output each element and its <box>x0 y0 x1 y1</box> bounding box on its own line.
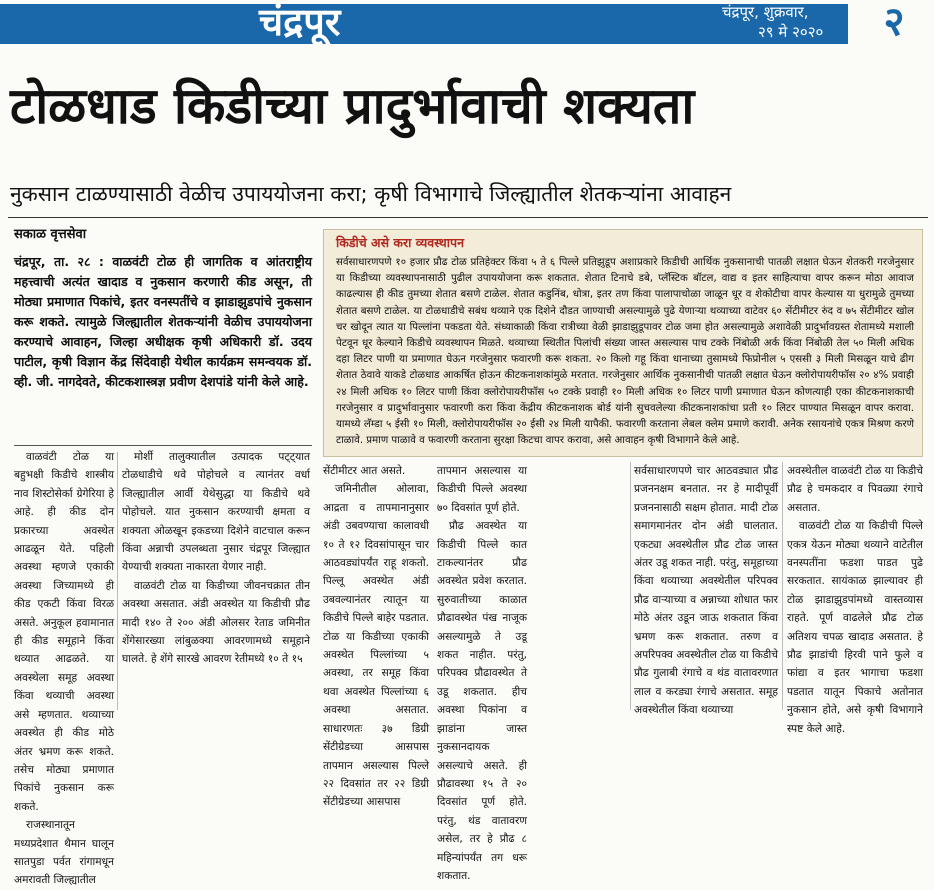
divider <box>14 445 312 446</box>
article-column-1 <box>14 448 114 887</box>
article-column-6 <box>634 462 779 717</box>
page-number: २ <box>883 0 905 45</box>
section-title: चंद्रपूर <box>259 0 341 44</box>
paragraph: मोर्शी तालुक्यातील उत्पादक पट्ट्यात टोळधाडीचे थवे पोहोचले व त्यानंतर वर्धा जिल्ह्यातील आर्वी येथेसुद्धा या किडीचे थवे पोहोचले. यात नुकसान करण्याची क्षमता व शक्यता ओळखून इकडच्या दिशेने वाटचाल करून किंवा अन्नाची उपलब्धता नुसार चंद्रपूर जिल्ह्यात येण्याची शक्यता नाकारता येणार नाही. <box>122 451 310 574</box>
article-column-4 <box>437 462 527 882</box>
paragraph: प्रौढ अवस्थेत या किडीची पिल्ले कात टाकल्यानंतर प्रौढ अवस्थेत प्रवेश करतात. सुरुवातीच्या काळात प्रौढावस्थेत पंख नाजूक असल्यामुळे ते उडू शकत नाहीत. परंतु, परिपक्व प्रौढावस्थेत ते उडू शकतात. हीच अवस्था पिकांना व झाडांना जास्त नुकसानदायक असल्याचे असते. ही प्रौढावस्था १५ ते २० दिवसांत पूर्ण होते. परंतु, थंड वातावरण असेल, तर हे प्रौढ ८ महिन्यांपर्यंत तग धरू शकतात. <box>437 520 527 882</box>
divider <box>8 217 928 218</box>
article-column-3 <box>323 462 429 809</box>
article-column-5 <box>534 462 629 712</box>
paragraph: सर्वसाधारणपणे चार आठवड्यात प्रौढ प्रजननक्षम बनतात. नर हे मादीपूर्वी प्रजननासाठी सक्षम होतात. मादी टोळ समागमानंतर दोन अंडी घालतात. एकट्या अवस्थेतील प्रौढ टोळ जास्त अंतर उडू शकत नाही. परंतु, समूहाच्या किंवा थव्याच्या अवस्थेतील परिपक्व प्रौढ वाऱ्याच्या व अन्नाच्या शोधात फार मोठे अंतर उडून जाऊ शकतात किंवा भ्रमण करू शकतात. तरुण व अपरिपक्व अवस्थेतील टोळ या किडीचे प्रौढ गुलाबी रंगाचे व थंड वातावरणात लाल व करड्या रंगाचे असतात. समूह अवस्थेतील किंवा थव्याच्या <box>634 465 779 717</box>
paragraph: राजस्थानातून मध्यप्रदेशात थैमान घालून सातपुडा पर्वत रांगामधून अमरावती जिल्ह्यातील <box>14 819 114 887</box>
paragraph: तापमान असल्यास या किडीची पिल्ले अवस्था ७० दिवसांत पूर्ण होते. <box>437 465 527 514</box>
city-day: चंद्रपूर, शुक्रवार, <box>722 3 809 21</box>
paragraph: सेंटीमीटर आत असते. <box>323 465 406 477</box>
article-column-2 <box>122 448 310 712</box>
byline: सकाळ वृत्तसेवा <box>14 227 87 242</box>
column-rule <box>630 462 631 710</box>
paragraph: वाळवंटी टोळ या किडीची पिल्ले एकत्र येऊन मोठ्या थव्याने वाटेतील वनस्पतींना फडशा पाडत पुढे सरकतात. सायंकाळ झाल्यावर ही टोळ झाडाझुडपांमध्ये वास्तव्यास राहते. पूर्ण वाढलेले प्रौढ टोळ अतिशय चपळ खादाड असतात. हे प्रौढ झाडांची हिरवी पाने फुले व फांद्या व इतर भागाचा फडशा पडतात यातून पिकाचे अतोनात नुकसान होते, असे कृषी विभागाने स्पष्ट केले आहे. <box>787 520 923 735</box>
paragraph: अवस्थेतील वाळवंटी टोळ या किडीचे प्रौढ हे चमकदार व पिवळ्या रंगाचे असतात. <box>787 465 923 514</box>
subheadline: नुकसान टाळण्यासाठी वेळीच उपाययोजना करा; कृषी विभागाचे जिल्ह्यातील शेतकऱ्यांना आवाहन <box>10 182 732 206</box>
headline: टोळधाड किडीच्या प्रादुर्भावाची शक्यता <box>10 77 695 135</box>
masthead <box>0 0 934 57</box>
paragraph: वाळवंटी टोळ या बहुभक्षी किडीचे शास्त्रीय नाव शिस्टोसेर्का ग्रेगेरिया हे आहे. ही कीड दोन प्रकारच्या अवस्थेत आढळून येते. पहिली अवस्था म्हणजे एकाकी अवस्था जिच्यामध्ये ही कीड एकटी किंवा विरळ असते. अनुकूल हवामानात ही कीड समूहाने किंवा थव्यात आढळते. या अवस्थेला समूह अवस्था किंवा थव्याची अवस्था असे म्हणतात. थव्याच्या अवस्थेत ही कीड मोठे अंतर भ्रमण करू शकते. तसेच मोठ्या प्रमाणात पिकांचे नुकसान करू शकते. <box>14 451 114 813</box>
paragraph: जमिनीतील ओलावा, आद्रता व तापमानानुसार अंडी उबवण्याचा कालावधी १० ते १२ दिवसांपासून चार आठवड्यांपर्यंत राहू शकतो. पिल्लू अवस्थेत अंडी उबवल्यानंतर त्यातून या किडीचे पिल्ले बाहेर पडतात. टोळ या किडीच्या एकाकी अवस्थेत पिल्लांच्या ५ अवस्था, तर समूह किंवा थवा अवस्थेत पिल्लांच्या ६ अवस्था असतात. साधारणतः ३७ डिग्री सेंटीग्रेडच्या आसपास तापमान असल्यास पिल्ले २२ दिवसांत तर २२ डिग्री सेंटीग्रेडच्या आसपास <box>323 483 429 809</box>
column-rule <box>117 452 118 710</box>
issue-date: २९ मे २०२० <box>758 23 824 41</box>
article-column-7 <box>787 462 923 735</box>
masthead-bar <box>0 4 848 44</box>
box-text: सर्वसाधारणपणे १० हजार प्रौढ टोळ प्रतिहेक्टर किंवा ५ ते ६ पिल्ले प्रतिझुडूप अशाप्रकारे किडीची आर्थिक नुकसानाची पातळी लक्षात घेऊन शेतकरी गरजेनुसार या किडीच्या व्यवस्थापनासाठी पुढील उपाययोजना करू शकतात. शेतात टिनाचे डबे, प्लॅस्टिक बॉटल, वाद्य व इतर साहित्याचा वापर करून मोठा आवाज काढल्यास ही कीड तुमच्या शेतात बसणे टाळेल. शेतात कडुनिंब, धोत्रा, इतर तण किंवा पालापाचोळा जाळून धूर व शेकोटीचा वापर केल्यास या धुरामुळे तुमच्या शेतात बसणे टाळेल. या टोळधाडीचे सबंध थव्याने एक दिशेने दौडत जाण्याची असल्यामुळे पुढे येणाऱ्या थव्याच्या वाटेवर ६० सेंटीमीटर रुंद व ७५ सेंटीमीटर खोल चर खोदून त्यात या पिल्लांना पकडता येते. संध्याकाळी किंवा रात्रीच्या वेळी झाडाझुडूपावर टोळ जमा होत असल्यामुळे अशावेळी प्रादुर्भावग्रस्त शेतामध्ये मशाली पेटवून धूर केल्याने किडीचे व्यवस्थापन मिळते. थव्याच्या स्थितीत पिलांची संख्या जास्त असल्यास पाच टक्के निंबोळी अर्क किंवा निंबोळी तेल ५० मिली अधिक दहा लिटर पाणी या प्रमाणात घेऊन गरजेनुसार फवारणी करू शकता. २० किलो गहू किंवा धानाच्या तुसामध्ये फिप्रोनील ५ एससी ३ मिली मिसळून याचे ढीग शेतात ठेवावे याकडे टोळधाड आकर्षित होऊन कीटकनाशकांमुळे मरतात. गरजेनुसार आर्थिक नुकसानीची पातळी लक्षात घेऊन क्लोरोपायरीफॉस २० ४% प्रवाही २४ मिली अधिक १० लिटर पाणी किंवा क्लोरोपायरीफॉस ५० टक्के प्रवाही १० मिली अधिक १० लिटर पाणी प्रमाणात घेऊन कोणत्याही एका कीटकनाशकाची गरजेनुसार व प्रादुर्भावानुसार फवारणी करा किंवा केंद्रीय कीटकनाशक बोर्ड यांनी सुचवलेल्या कीटकनाशकांचा प्रती १० लिटर पाण्यात मिसळून वापर करावा. यामध्ये लॅम्डा ५ ईसी १० मिली, क्लोरोपायरीफॉस २० ईसी २४ मिली यापैकी. फवारणी करताना लेबल क्लेम प्रमाणे करावी. अनेक रसायनांचे एकत्र मिश्रण करणे टाळावे. प्रमाण पाळावे व फवारणी करताना सुरक्षा किटचा वापर करावा, असे आवाहन कृषी विभागाने केले आहे. <box>336 257 915 447</box>
management-box <box>323 229 923 457</box>
paragraph: वाळवंटी टोळ या किडीच्या जीवनचक्रात तीन अवस्था असतात. अंडी अवस्थेत या किडीची प्रौढ मादी १४० ते २०० अंडी ओलसर रेताड जमिनीत शेंगेसारख्या लांबुळक्या आवरणामध्ये समूहाने घालते. हे शेंगे सारखे आवरण रेतीमध्ये १० ते १५ <box>122 579 310 666</box>
box-title: किडीचे असे करा व्यवस्थापन <box>336 235 465 250</box>
column-rule <box>782 462 783 710</box>
article-intro: चंद्रपूर, ता. २८ : वाळवंटी टोळ ही जागतिक व आंतराष्ट्रीय महत्त्वाची अत्यंत खादाड व नुकसान करणारी कीड असून, ती मोठ्या प्रमाणात पिकांचे, इतर वनस्पतींचे व झाडाझुडपांचे नुकसान करू शकते. त्यामुळे जिल्ह्यातील शेतकऱ्यांनी वेळीच उपाययोजना करण्याचे आवाहन, जिल्हा अधीक्षक कृषी अधिकारी डॉ. उदय पाटील, कृषी विज्ञान केंद्र सिंदेवाही येथील कार्यक्रम समन्वयक डॉ. व्ही. जी. नागदेवते, कीटकशास्त्रज्ञ प्रवीण देशपांडे यांनी केले आहे. <box>14 254 312 389</box>
